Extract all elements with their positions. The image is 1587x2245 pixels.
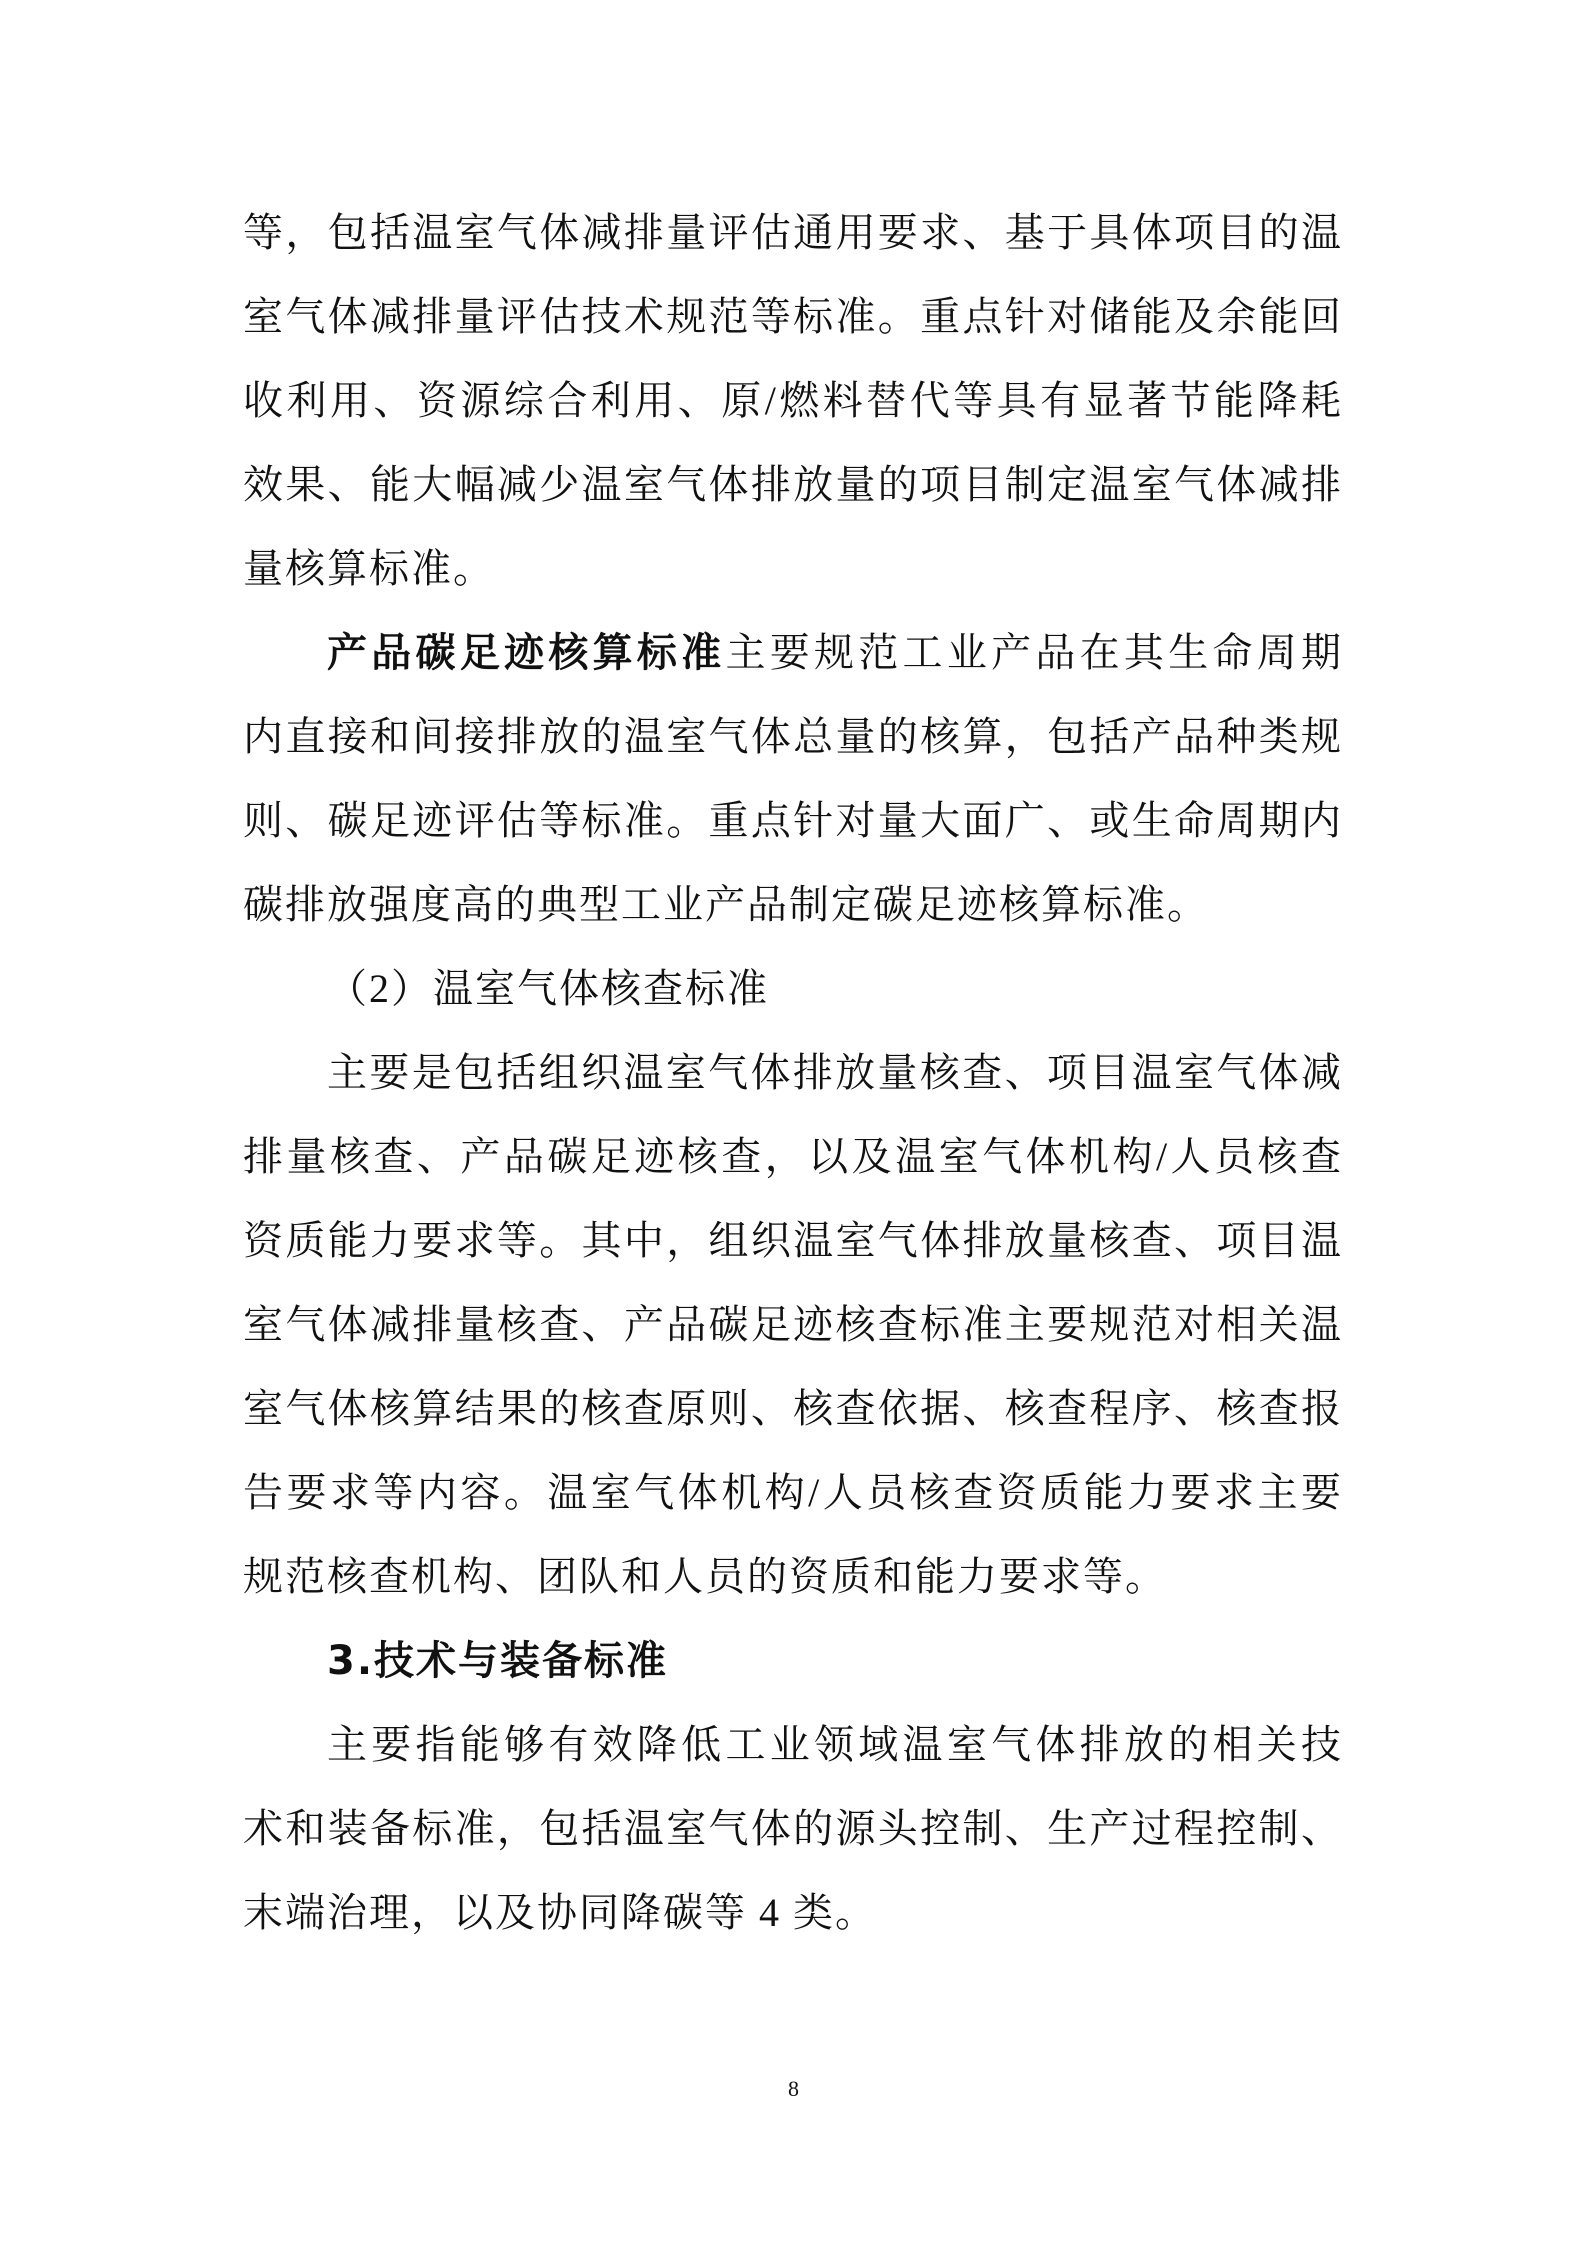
paragraph-4-line-3: 末端治理，以及协同降碳等 4 类。 — [243, 1890, 877, 1935]
paragraph-2-line-1 — [243, 611, 1343, 695]
paragraph-3-line-7: 规范核查机构、团队和人员的资质和能力要求等。 — [243, 1554, 1167, 1599]
paragraph-3-line-3: 资质能力要求等。其中，组织温室气体排放量核查、项目温 — [243, 1218, 1343, 1263]
paragraph-3-line-1: 主要是包括组织温室气体排放量核查、项目温室气体减 — [327, 1050, 1343, 1095]
paragraph-4-line-2: 术和装备标准，包括温室气体的源头控制、生产过程控制、 — [243, 1806, 1343, 1851]
paragraph-1-line-1: 等，包括温室气体减排量评估通用要求、基于具体项目的温 — [243, 210, 1343, 255]
body-text — [243, 191, 1343, 1955]
paragraph-4-line-1: 主要指能够有效降低工业领域温室气体排放的相关技 — [327, 1722, 1343, 1767]
paragraph-3-line-4: 室气体减排量核查、产品碳足迹核查标准主要规范对相关温 — [243, 1302, 1343, 1347]
paragraph-3-line-6: 告要求等内容。温室气体机构/人员核查资质能力要求主要 — [243, 1470, 1343, 1515]
paragraph-1-line-3: 收利用、资源综合利用、原/燃料替代等具有显著节能降耗 — [243, 378, 1343, 423]
paragraph-2-line-3: 则、碳足迹评估等标准。重点针对量大面广、或生命周期内 — [243, 798, 1343, 843]
paragraph-3-line-5: 室气体核算结果的核查原则、核查依据、核查程序、核查报 — [243, 1386, 1343, 1431]
paragraph-2-line-4: 碳排放强度高的典型工业产品制定碳足迹核算标准。 — [243, 882, 1209, 927]
page-number: 8 — [788, 2076, 799, 2101]
paragraph-2-line-2: 内直接和间接排放的温室气体总量的核算，包括产品种类规 — [243, 714, 1343, 759]
paragraph-1-line-2: 室气体减排量评估技术规范等标准。重点针对储能及余能回 — [243, 294, 1343, 339]
paragraph-2-line-1-text: 主要规范工业产品在其生命周期 — [725, 630, 1344, 675]
paragraph-1-line-4: 效果、能大幅减少温室气体排放量的项目制定温室气体减排 — [243, 462, 1343, 507]
paragraph-1-line-5: 量核算标准。 — [243, 546, 495, 591]
heading-technology-equipment-standards: 3.技术与装备标准 — [327, 1638, 669, 1684]
paragraph-2-lead-term: 产品碳足迹核算标准 — [327, 630, 726, 676]
subheading-verification-standards: （2）温室气体核查标准 — [327, 966, 769, 1011]
paragraph-3-line-2: 排量核查、产品碳足迹核查，以及温室气体机构/人员核查 — [243, 1134, 1343, 1179]
